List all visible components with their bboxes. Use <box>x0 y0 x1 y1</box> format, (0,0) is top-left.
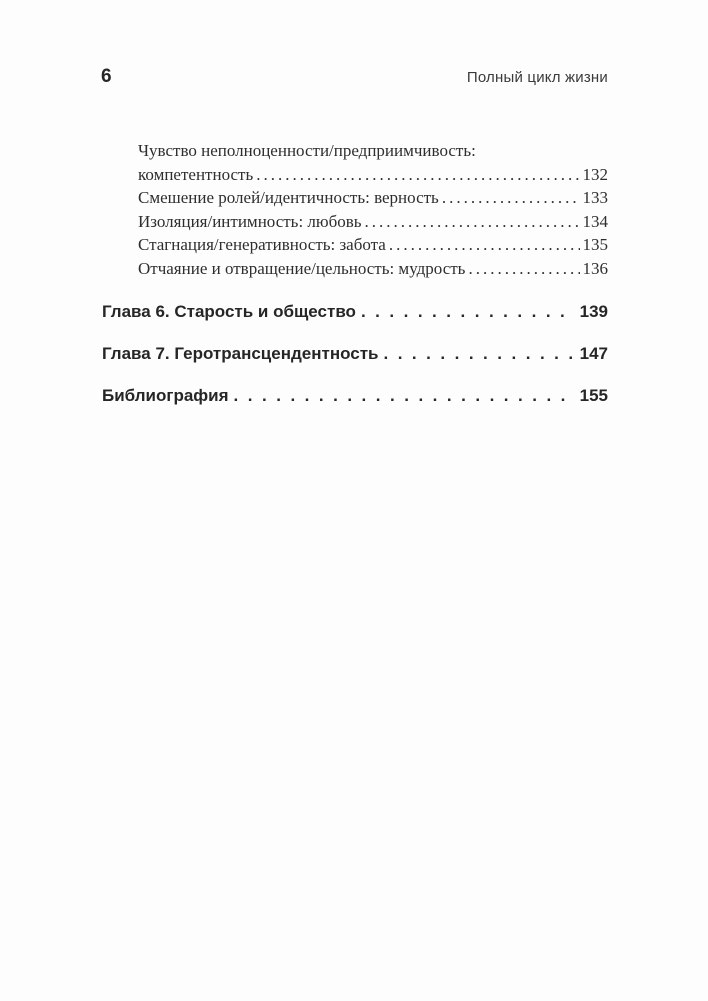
toc-entry-title: Стагнация/генеративность: забота <box>138 235 386 254</box>
dot-leader <box>256 163 579 187</box>
dot-leader <box>234 386 575 406</box>
toc-entry-title: Изоляция/интимность: любовь <box>138 211 362 231</box>
toc-entry-page: 132 <box>582 164 608 184</box>
toc-entry-page: 133 <box>582 188 608 207</box>
toc-chapter-title: Библиография <box>102 386 229 405</box>
toc-entry-page: 135 <box>582 235 608 254</box>
toc-subsection <box>102 139 608 280</box>
toc-entry <box>102 210 608 234</box>
dot-leader <box>383 344 574 364</box>
toc-entry-title: Чувство неполноценности/предприимчивость: <box>138 141 476 160</box>
table-of-contents <box>102 139 608 406</box>
toc-chapter-page: 155 <box>579 386 608 405</box>
toc-chapter-entry <box>102 302 608 322</box>
toc-chapter-title: Глава 6. Старость и общество <box>102 302 356 321</box>
page-number: 6 <box>101 66 112 87</box>
running-head: Полный цикл жизни <box>466 69 608 86</box>
toc-entry <box>102 233 608 257</box>
dot-leader <box>442 186 580 210</box>
toc-entry <box>102 257 608 281</box>
toc-entry-page: 136 <box>582 258 608 278</box>
dot-leader <box>468 257 579 281</box>
page-header <box>101 66 608 88</box>
toc-entry-title: Отчаяние и отвращение/цельность: мудрость <box>138 258 466 278</box>
toc-chapter-title: Глава 7. Геротрансцендентность <box>102 344 379 363</box>
toc-chapter-page: 139 <box>579 302 608 321</box>
toc-entry-page: 134 <box>582 211 608 231</box>
toc-entry-title: компетентность <box>138 164 254 184</box>
toc-chapter-entry <box>102 386 608 406</box>
toc-entry <box>102 139 608 163</box>
toc-chapter-page: 147 <box>579 344 608 363</box>
toc-entry-title: Смешение ролей/идентичность: верность <box>138 188 439 207</box>
dot-leader <box>389 233 580 257</box>
toc-chapter-entry <box>102 344 608 364</box>
toc-entry <box>102 163 608 187</box>
dot-leader <box>361 302 575 322</box>
toc-entry <box>102 186 608 210</box>
dot-leader <box>365 210 580 234</box>
